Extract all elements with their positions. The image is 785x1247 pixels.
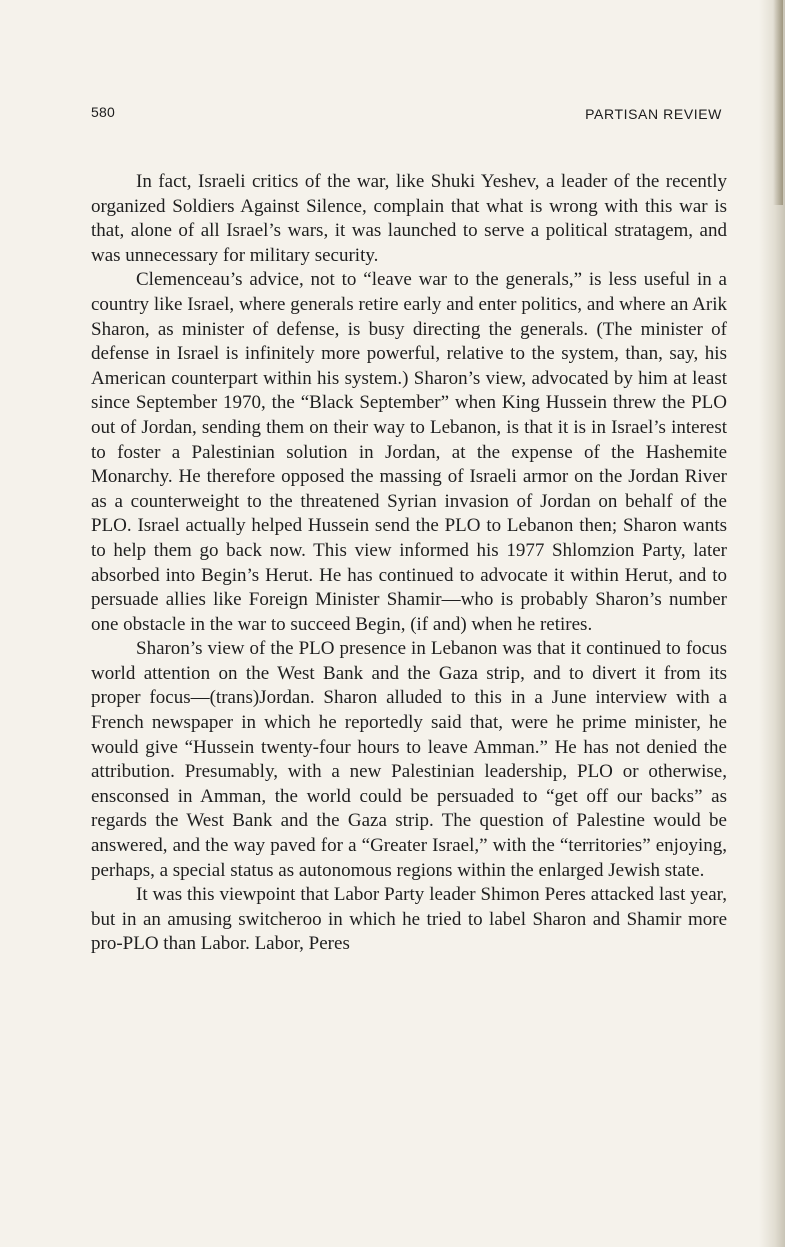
- binding-mark: [773, 0, 783, 205]
- page-number: 580: [91, 104, 115, 120]
- paragraph-3: Sharon’s view of the PLO presence in Lebanon was that it continued to focus world attention on the West Bank and the Gaza strip, and to divert it from its proper focus—(trans)Jordan. Sharon alluded to this in a June interview with a French newspaper in which he reportedly said that, were he prime minister, he would give “Hussein twenty-four hours to leave Amman.” He has not denied the attribution. Presumably, with a new Palestinian leadership, PLO or otherwise, ensconsed in Amman, the world could be persuaded to “get off our backs” as regards the West Bank and the Gaza strip. The question of Palestine would be answered, and the way paved for a “Greater Israel,” with the “territories” enjoying, perhaps, a special status as autonomous regions within the enlarged Jewish state.: [91, 638, 727, 881]
- paragraph-4: It was this viewpoint that Labor Party leader Shimon Peres attacked last year, but in an amusing switcheroo in which he tried to label Sharon and Shamir more pro-PLO than Labor. Labor, Peres: [91, 884, 727, 955]
- body-text: [91, 170, 727, 957]
- paragraph-2: Clemenceau’s advice, not to “leave war to the generals,” is less useful in a country like Israel, where generals retire early and enter politics, and where an Arik Sharon, as minister of defense, is busy directing the generals. (The minister of defense in Israel is infinitely more powerful, relative to the system, than, say, his American counterpart within his system.) Sharon’s view, advocated by him at least since September 1970, the “Black September” when King Hussein threw the PLO out of Jordan, sending them on their way to Lebanon, is that it is in Israel’s interest to foster a Palestinian solution in Jordan, at the expense of the Hashemite Monarchy. He therefore opposed the massing of Israeli armor on the Jordan River as a counterweight to the threatened Syrian invasion of Jordan on behalf of the PLO. Israel actually helped Hussein send the PLO to Lebanon then; Sharon wants to help them go back now. This view informed his 1977 Shlomzion Party, later absorbed into Begin’s Herut. He has continued to advocate it within Herut, and to persuade allies like Foreign Minister Shamir—who is probably Sharon’s number one obstacle in the war to succeed Begin, (if and) when he retires.: [91, 269, 727, 635]
- running-head: PARTISAN REVIEW: [585, 106, 722, 122]
- paragraph-1: In fact, Israeli critics of the war, like Shuki Yeshev, a leader of the recently organized Soldiers Against Silence, complain that what is wrong with this war is that, alone of all Israel’s wars, it was launched to serve a political stratagem, and was unnecessary for military security.: [91, 171, 727, 266]
- page-header: [91, 104, 722, 126]
